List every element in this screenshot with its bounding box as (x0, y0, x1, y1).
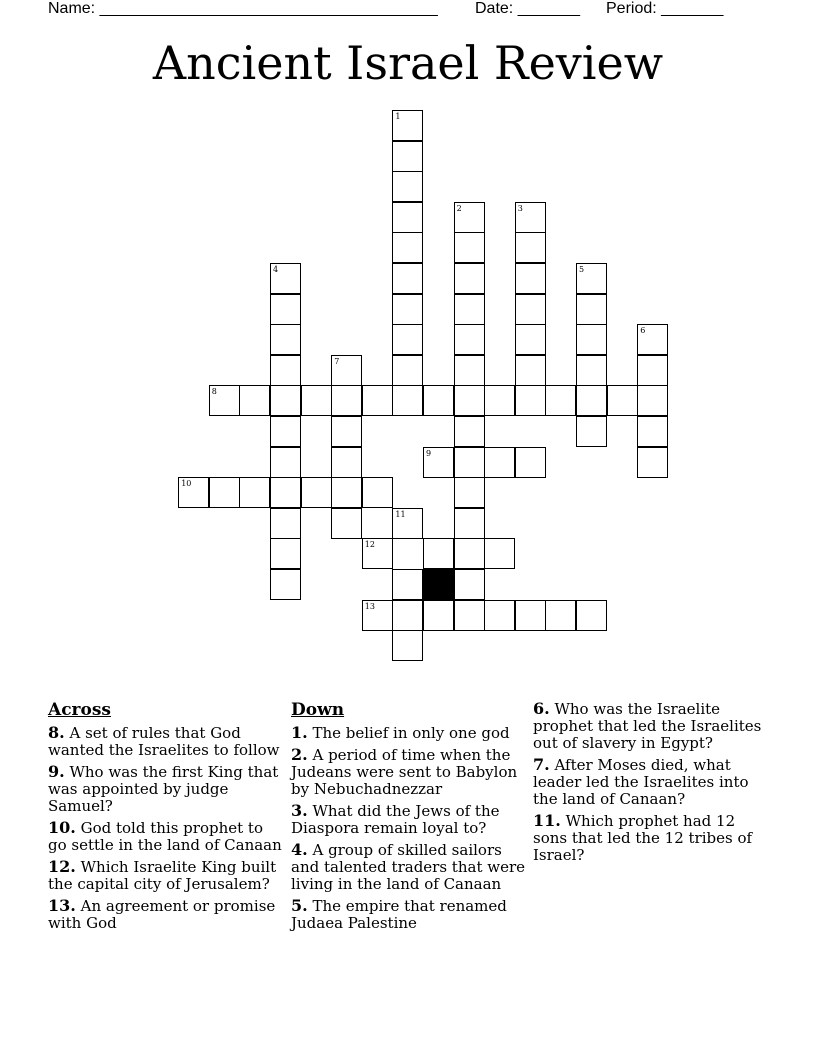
grid-cell[interactable] (515, 355, 546, 386)
clue (291, 724, 527, 742)
grid-cell[interactable] (515, 447, 546, 478)
grid-cell[interactable] (270, 324, 301, 355)
grid-cell[interactable] (545, 385, 576, 416)
grid-cell[interactable] (362, 477, 393, 508)
clue-number: 7. (533, 755, 550, 774)
clue (291, 802, 527, 837)
grid-cell[interactable] (392, 569, 423, 600)
clue-number: 12 (364, 540, 375, 550)
grid-cell[interactable] (515, 202, 546, 233)
grid-cell[interactable] (637, 416, 668, 447)
clue-text: What did the Jews of the Diaspora remain loyal to? (291, 802, 500, 837)
grid-cell[interactable] (454, 263, 485, 294)
grid-cell[interactable] (454, 508, 485, 539)
grid-cell[interactable] (515, 294, 546, 325)
down-clue-list-continued (533, 700, 769, 864)
grid-cell[interactable] (423, 538, 454, 569)
clue-text: The empire that renamed Judaea Palestine (291, 897, 507, 932)
clue-number: 2 (456, 203, 462, 213)
grid-cell[interactable] (515, 324, 546, 355)
clue (48, 858, 284, 893)
grid-cell[interactable] (484, 447, 515, 478)
grid-cell[interactable] (515, 263, 546, 294)
grid-cell[interactable] (637, 355, 668, 386)
clue-number: 5 (579, 265, 585, 274)
grid-cell[interactable] (362, 385, 393, 416)
grid-cell[interactable] (178, 477, 209, 508)
grid-cell[interactable] (392, 263, 423, 294)
grid-cell[interactable] (423, 447, 454, 478)
grid-cell[interactable] (331, 385, 362, 416)
clue (48, 819, 284, 854)
clue-number: 9. (48, 762, 65, 781)
clue-text: The belief in only one god (307, 724, 510, 742)
down-clues-continued (533, 700, 769, 868)
clue-number: 10 (181, 479, 192, 489)
grid-cell[interactable] (392, 508, 423, 539)
period-field[interactable]: Period: _______ (606, 0, 724, 17)
across-clue-list (48, 724, 284, 932)
grid-cell[interactable] (209, 385, 240, 416)
clue-number: 6. (533, 699, 550, 718)
grid-cell[interactable] (392, 355, 423, 386)
clue-number: 13 (364, 601, 375, 611)
grid-cell[interactable] (301, 477, 332, 508)
date-field[interactable]: Date: _______ (475, 0, 580, 17)
grid-cell[interactable] (270, 263, 301, 294)
clue-text: A group of skilled sailors and talented traders that were living in the land of Canaan (291, 841, 526, 893)
grid-cell[interactable] (331, 355, 362, 386)
grid-cell[interactable] (576, 416, 607, 447)
grid-cell[interactable] (239, 477, 270, 508)
clue (533, 756, 769, 808)
page-title: Ancient Israel Review (152, 36, 664, 90)
clue-number: 5. (291, 896, 308, 915)
clue-number: 3. (291, 801, 308, 820)
clue-text: A set of rules that God wanted the Israelites to follow (48, 724, 280, 759)
clue-number: 6 (640, 326, 646, 336)
clue-number: 3 (517, 203, 523, 213)
grid-cell[interactable] (239, 385, 270, 416)
clue-text: After Moses died, what leader led the Israelites into the land of Canaan? (533, 756, 749, 808)
grid-cell[interactable] (362, 538, 393, 569)
down-clue-list (291, 724, 527, 932)
blocked-cell (423, 569, 454, 600)
clue (48, 724, 284, 759)
clue-text: God told this prophet to go settle in the land of Canaan (48, 819, 282, 854)
grid-cell[interactable] (576, 263, 607, 294)
clue-number: 11 (395, 509, 406, 519)
clue-number: 8 (211, 387, 217, 397)
clue-number: 13. (48, 896, 76, 915)
grid-cell[interactable] (515, 232, 546, 263)
grid-cell[interactable] (515, 385, 546, 416)
clue-text: Who was the Israelite prophet that led the Israelites out of slavery in Egypt? (533, 700, 762, 752)
grid-cell[interactable] (515, 600, 546, 631)
grid-cell[interactable] (301, 385, 332, 416)
clue-text: Which Israelite King built the capital city of Jerusalem? (48, 858, 277, 893)
grid-cell[interactable] (392, 202, 423, 233)
down-heading: Down (291, 700, 345, 720)
grid-cell[interactable] (454, 385, 485, 416)
grid-cell[interactable] (576, 324, 607, 355)
grid-cell[interactable] (545, 600, 576, 631)
grid-cell[interactable] (392, 600, 423, 631)
grid-cell[interactable] (454, 477, 485, 508)
grid-cell[interactable] (331, 508, 362, 539)
grid-cell[interactable] (454, 538, 485, 569)
down-clues (291, 700, 527, 936)
grid-cell[interactable] (392, 141, 423, 172)
clue (533, 812, 769, 864)
grid-cell[interactable] (270, 569, 301, 600)
clue-number: 4. (291, 840, 308, 859)
grid-cell[interactable] (637, 385, 668, 416)
clue-number: 8. (48, 723, 65, 742)
clue (291, 746, 527, 798)
grid-cell[interactable] (576, 355, 607, 386)
clue-number: 7 (334, 356, 340, 366)
grid-cell[interactable] (454, 600, 485, 631)
grid-cell[interactable] (362, 600, 393, 631)
clue (48, 897, 284, 932)
across-heading: Across (48, 700, 111, 720)
grid-cell[interactable] (576, 600, 607, 631)
clue-text: Who was the first King that was appointed by judge Samuel? (48, 763, 279, 815)
clue-text: A period of time when the Judeans were sent to Babylon by Nebuchadnezzar (291, 746, 518, 798)
clue-number: 9 (426, 448, 432, 458)
grid-cell[interactable] (454, 232, 485, 263)
grid-cell[interactable] (484, 385, 515, 416)
grid-cell[interactable] (331, 416, 362, 447)
grid-cell[interactable] (270, 447, 301, 478)
clue-text: An agreement or promise with God (48, 897, 276, 932)
grid-cell[interactable] (637, 447, 668, 478)
grid-cell[interactable] (454, 416, 485, 447)
grid-cell[interactable] (392, 385, 423, 416)
grid-cell[interactable] (454, 355, 485, 386)
clue (533, 700, 769, 752)
grid-cell[interactable] (607, 385, 638, 416)
grid-cell[interactable] (331, 447, 362, 478)
grid-cell[interactable] (576, 385, 607, 416)
grid-cell[interactable] (331, 477, 362, 508)
clue-number: 12. (48, 857, 76, 876)
grid-cell[interactable] (270, 416, 301, 447)
grid-cell[interactable] (270, 538, 301, 569)
grid-cell[interactable] (392, 232, 423, 263)
clue-number: 10. (48, 818, 76, 837)
grid-cell[interactable] (270, 477, 301, 508)
grid-cell[interactable] (454, 202, 485, 233)
grid-cell[interactable] (454, 569, 485, 600)
grid-cell[interactable] (392, 324, 423, 355)
grid-cell[interactable] (484, 538, 515, 569)
grid-cell[interactable] (423, 385, 454, 416)
grid-cell[interactable] (454, 324, 485, 355)
grid-cell[interactable] (392, 171, 423, 202)
grid-cell[interactable] (392, 294, 423, 325)
clue (48, 763, 284, 815)
grid-cell[interactable] (209, 477, 240, 508)
grid-cell[interactable] (637, 324, 668, 355)
clue-number: 11. (533, 811, 561, 830)
grid-cell[interactable] (484, 600, 515, 631)
grid-cell[interactable] (392, 630, 423, 661)
grid-cell[interactable] (454, 447, 485, 478)
name-field[interactable]: Name: ______________________________________ (48, 0, 438, 17)
clue-number: 1. (291, 723, 308, 742)
clue-number: 4 (273, 265, 279, 274)
clue-number: 1 (395, 112, 401, 121)
grid-cell[interactable] (454, 294, 485, 325)
grid-cell[interactable] (576, 294, 607, 325)
grid-cell[interactable] (423, 600, 454, 631)
grid-cell[interactable] (270, 385, 301, 416)
grid-cell[interactable] (270, 355, 301, 386)
across-clues (48, 700, 284, 936)
clue-text: Which prophet had 12 sons that led the 12 tribes of Israel? (533, 812, 753, 864)
grid-cell[interactable] (270, 294, 301, 325)
grid-cell[interactable] (392, 110, 423, 141)
grid-cell[interactable] (270, 508, 301, 539)
clue-number: 2. (291, 745, 308, 764)
clue (291, 897, 527, 932)
clue (291, 841, 527, 893)
